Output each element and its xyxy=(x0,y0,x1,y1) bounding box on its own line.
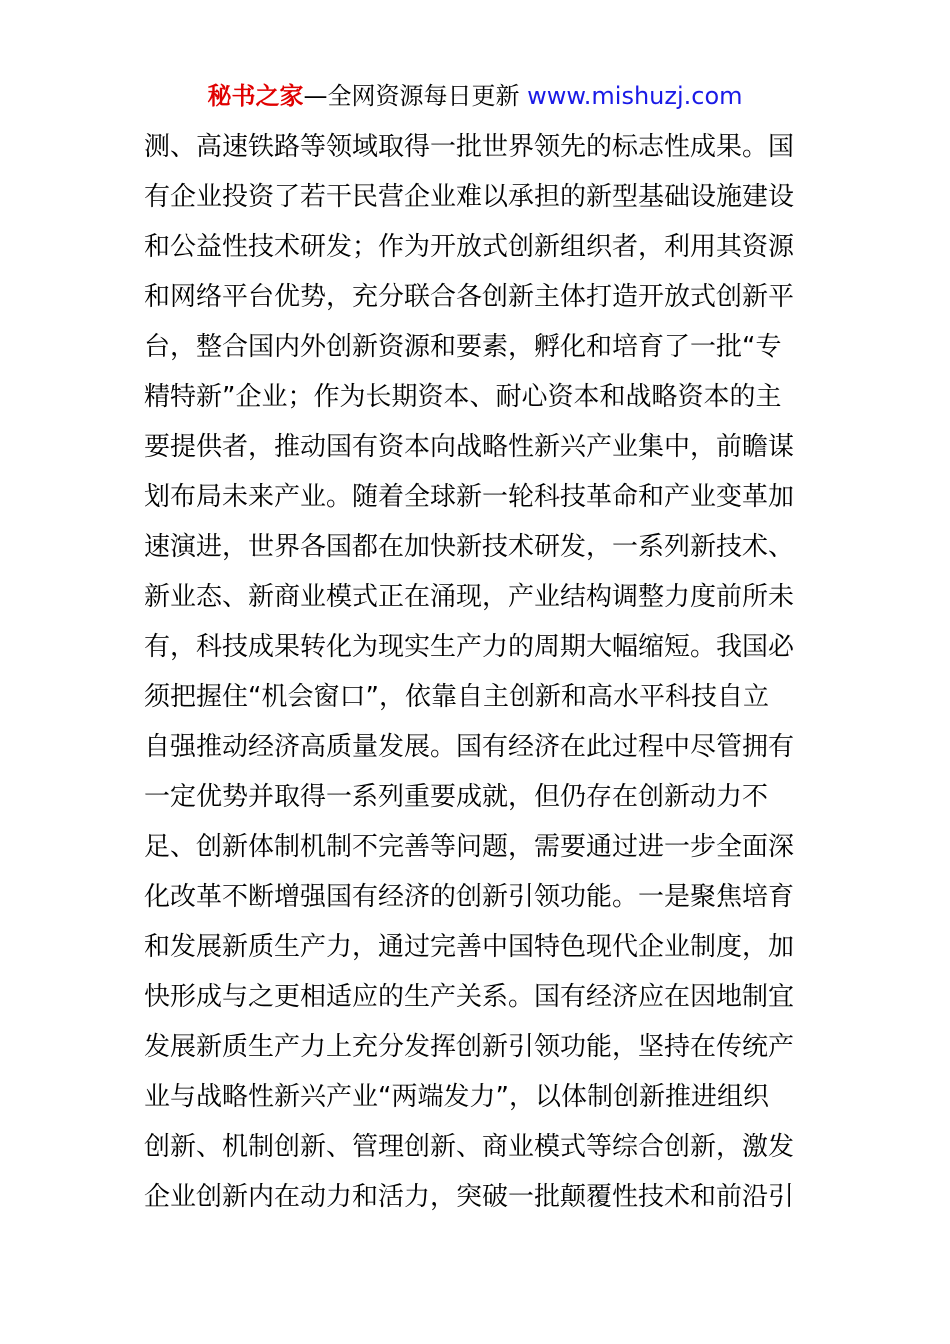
text-line: 新业态、新商业模式正在涌现，产业结构调整力度前所未 xyxy=(144,582,795,612)
document-body xyxy=(144,122,814,1222)
text-line: 有企业投资了若干民营企业难以承担的新型基础设施建设 xyxy=(144,182,795,212)
text-line: 一定优势并取得一系列重要成就，但仍存在创新动力不 xyxy=(144,782,769,812)
text-line: 精特新”企业；作为长期资本、耐心资本和战略资本的主 xyxy=(144,382,782,412)
page-header xyxy=(0,80,950,112)
text-line: 速演进，世界各国都在加快新技术研发，一系列新技术、 xyxy=(144,532,795,562)
text-line: 测、高速铁路等领域取得一批世界领先的标志性成果。国 xyxy=(144,132,795,162)
site-url-link[interactable]: www.mishuzj.com xyxy=(527,82,743,110)
text-line: 须把握住“机会窗口”，依靠自主创新和高水平科技自立 xyxy=(144,682,769,712)
site-brand: 秘书之家 xyxy=(207,82,304,110)
text-line: 和网络平台优势，充分联合各创新主体打造开放式创新平 xyxy=(144,282,795,312)
text-line: 化改革不断增强国有经济的创新引领功能。一是聚焦培育 xyxy=(144,882,795,912)
text-line: 有，科技成果转化为现实生产力的周期大幅缩短。我国必 xyxy=(144,632,795,662)
text-line: 自强推动经济高质量发展。国有经济在此过程中尽管拥有 xyxy=(144,732,795,762)
text-line: 发展新质生产力上充分发挥创新引领功能，坚持在传统产 xyxy=(144,1032,795,1062)
text-line: 创新、机制创新、管理创新、商业模式等综合创新，激发 xyxy=(144,1132,795,1162)
text-line: 业与战略性新兴产业“两端发力”，以体制创新推进组织 xyxy=(144,1082,769,1112)
text-line: 快形成与之更相适应的生产关系。国有经济应在因地制宜 xyxy=(144,982,795,1012)
text-line: 和发展新质生产力，通过完善中国特色现代企业制度，加 xyxy=(144,932,795,962)
text-line: 和公益性技术研发；作为开放式创新组织者，利用其资源 xyxy=(144,232,795,262)
text-line: 足、创新体制机制不完善等问题，需要通过进一步全面深 xyxy=(144,832,795,862)
text-line: 划布局未来产业。随着全球新一轮科技革命和产业变革加 xyxy=(144,482,795,512)
site-tagline: —全网资源每日更新 xyxy=(303,82,528,110)
text-line: 台，整合国内外创新资源和要素，孵化和培育了一批“专 xyxy=(144,332,782,362)
text-line: 要提供者，推动国有资本向战略性新兴产业集中，前瞻谋 xyxy=(144,432,795,462)
text-line: 企业创新内在动力和活力，突破一批颠覆性技术和前沿引 xyxy=(144,1182,795,1212)
